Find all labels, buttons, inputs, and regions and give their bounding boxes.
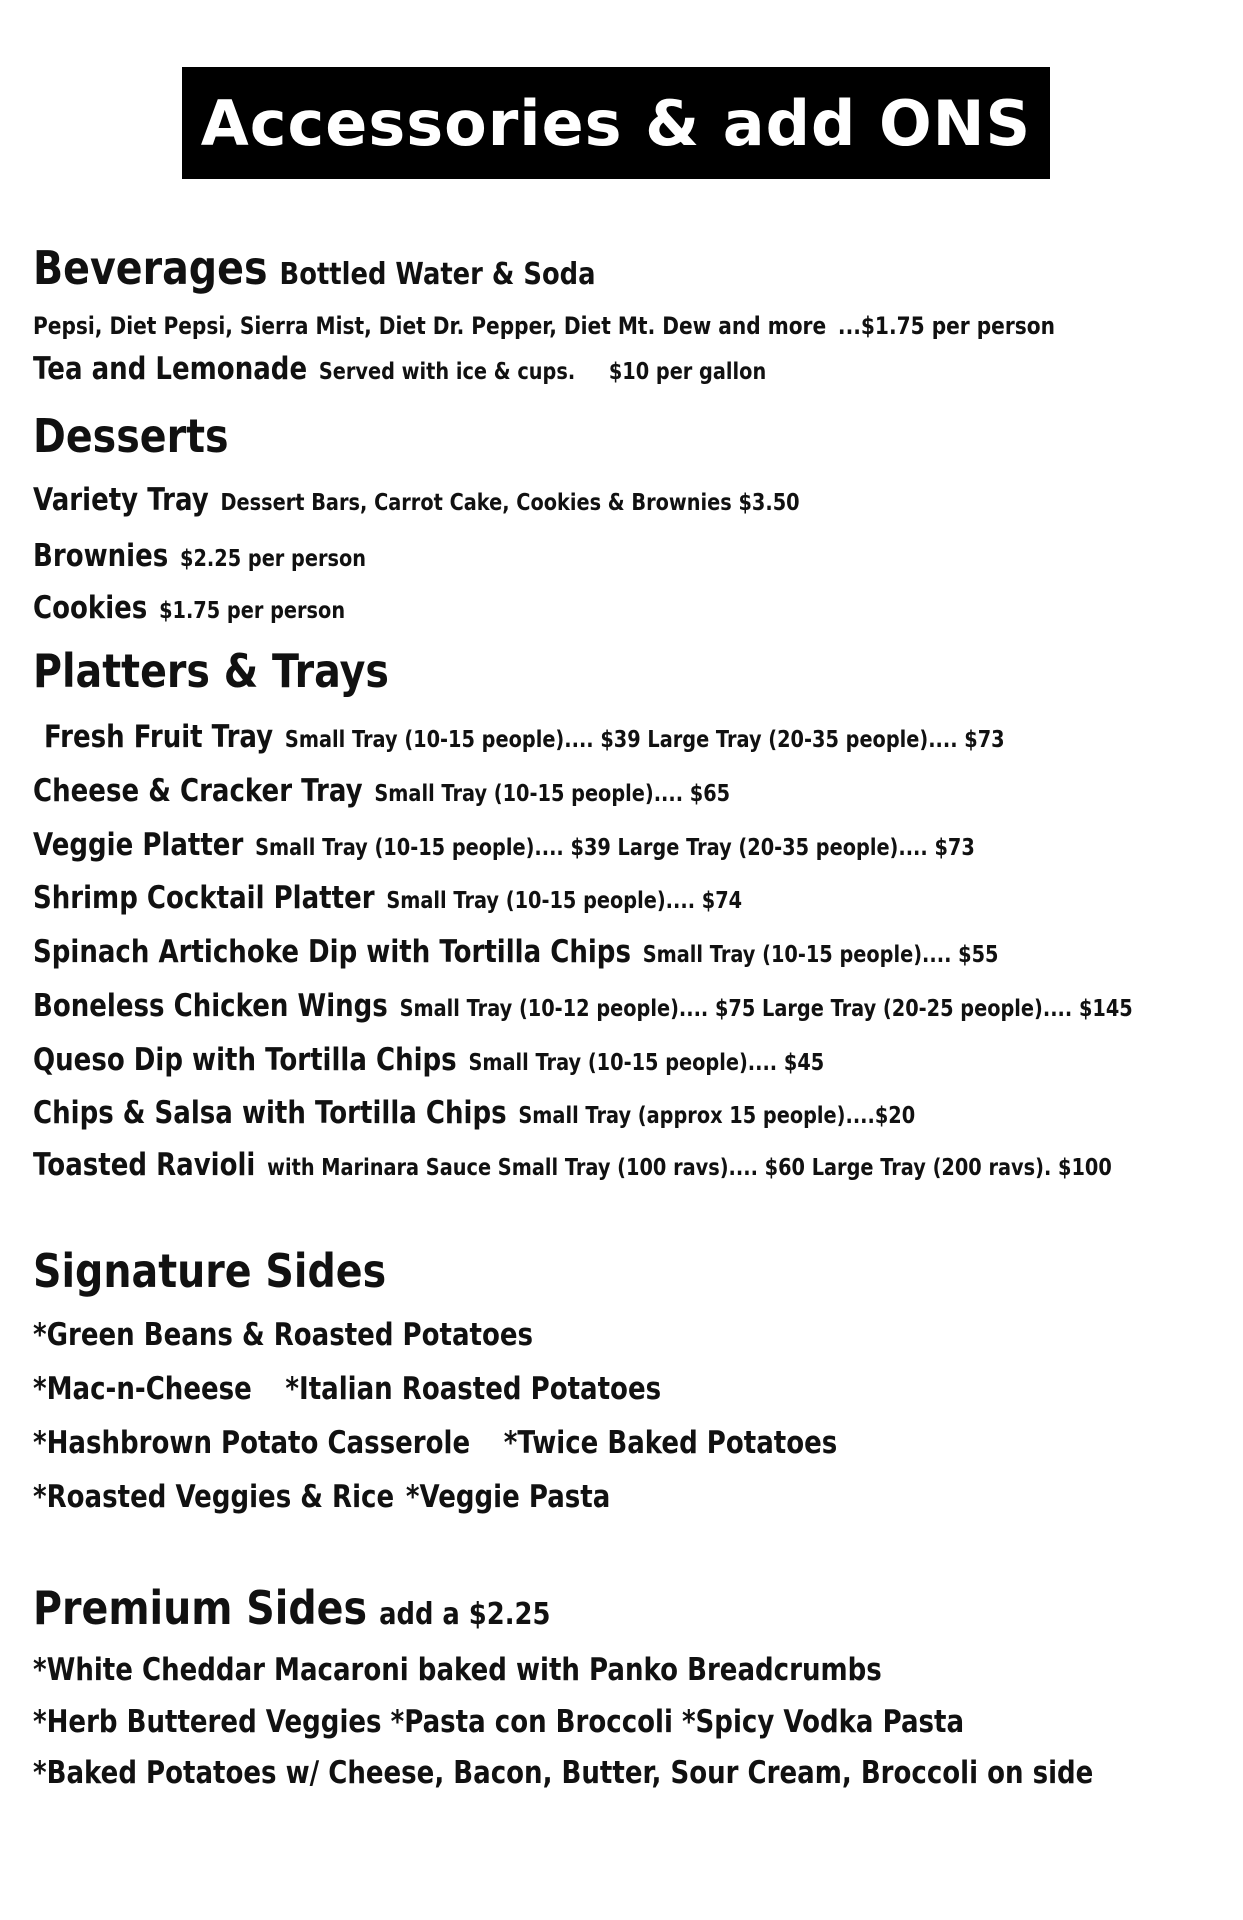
platter-item-name: Chips & Salsa with Tortilla Chips	[33, 1095, 507, 1131]
premium-side-line: *Baked Potatoes w/ Cheese, Bacon, Butter, Sour Cream, Broccoli on side	[33, 1755, 1094, 1791]
platter-item-detail: Small Tray (10-15 people).... $45	[468, 1050, 825, 1076]
signature-side-line	[33, 1317, 534, 1353]
platter-item-name: Boneless Chicken Wings	[33, 988, 388, 1024]
platter-item-detail: Small Tray (10-12 people).... $75 Large Tray (20-25 people).... $145	[399, 996, 1133, 1022]
dessert-item-detail: Dessert Bars, Carrot Cake, Cookies & Brownies $3.50	[220, 490, 800, 516]
tea-price: $10 per gallon	[608, 359, 767, 385]
platter-item-detail: Small Tray (10-15 people).... $55	[642, 942, 999, 968]
page-title-banner	[182, 67, 1050, 179]
premium-side-line: *Herb Buttered Veggies *Pasta con Broccoli *Spicy Vodka Pasta	[33, 1704, 965, 1740]
soda-price: ...$1.75 per person	[837, 312, 1056, 340]
premium-sides-heading-row	[33, 1581, 551, 1635]
tea-desc: Served with ice & cups.	[318, 359, 576, 385]
premium-sides-note: add a $2.25	[379, 1597, 551, 1632]
signature-side-item: *Veggie Pasta	[405, 1479, 611, 1515]
dessert-item	[33, 482, 800, 518]
platter-item	[33, 1042, 825, 1078]
signature-side-item: *Roasted Veggies & Rice	[33, 1479, 395, 1515]
dessert-item-name: Brownies	[33, 538, 169, 574]
premium-sides-heading: Premium Sides	[33, 1581, 368, 1635]
platter-item-name: Shrimp Cocktail Platter	[33, 880, 375, 916]
platter-item-name: Cheese & Cracker Tray	[33, 773, 363, 809]
platter-item-name: Toasted Ravioli	[33, 1147, 256, 1183]
dessert-item	[33, 590, 346, 626]
signature-side-item: *Twice Baked Potatoes	[503, 1425, 838, 1461]
desserts-heading: Desserts	[33, 409, 229, 463]
platter-item-detail: Small Tray (10-15 people).... $39 Large Tray (20-35 people).... $73	[284, 727, 1005, 753]
beverages-heading: Beverages	[33, 241, 268, 295]
signature-side-item: *Mac-n-Cheese	[33, 1371, 252, 1407]
platter-item-name: Fresh Fruit Tray	[44, 719, 274, 755]
platter-item	[33, 988, 1133, 1024]
signature-sides-heading: Signature Sides	[33, 1244, 387, 1298]
page-title: Accessories & add ONS	[200, 86, 1032, 160]
platter-item	[33, 1147, 1112, 1183]
premium-side-line: *White Cheddar Macaroni baked with Panko Breadcrumbs	[33, 1652, 882, 1688]
signature-side-item: *Italian Roasted Potatoes	[285, 1371, 662, 1407]
dessert-item-name: Cookies	[33, 590, 148, 626]
beverages-heading-row	[33, 241, 596, 295]
platter-item-detail: Small Tray (approx 15 people)....$20	[518, 1103, 916, 1129]
platter-item-detail: with Marinara Sauce Small Tray (100 ravs).... $60 Large Tray (200 ravs). $100	[267, 1155, 1112, 1181]
platter-item	[33, 827, 975, 863]
platter-item	[33, 1095, 916, 1131]
dessert-item-name: Variety Tray	[33, 482, 209, 518]
soda-row	[33, 314, 1055, 338]
platter-item	[33, 880, 743, 916]
signature-side-item: *Hashbrown Potato Casserole	[33, 1425, 471, 1461]
platter-item	[44, 719, 1005, 755]
platter-item-name: Spinach Artichoke Dip with Tortilla Chips	[33, 934, 631, 970]
platter-item-detail: Small Tray (10-15 people).... $39 Large Tray (20-35 people).... $73	[255, 835, 975, 861]
soda-list: Pepsi, Diet Pepsi, Sierra Mist, Diet Dr. Pepper, Diet Mt. Dew and more	[33, 312, 827, 340]
dessert-item	[33, 538, 367, 574]
platter-item-detail: Small Tray (10-15 people).... $74	[386, 888, 743, 914]
platter-item-name: Veggie Platter	[33, 827, 244, 863]
signature-side-line	[33, 1479, 611, 1515]
platter-item	[33, 773, 731, 809]
platter-item-detail: Small Tray (10-15 people).... $65	[374, 781, 731, 807]
beverages-subtitle: Bottled Water & Soda	[279, 257, 596, 292]
dessert-item-detail: $1.75 per person	[159, 598, 346, 624]
signature-side-line	[33, 1371, 662, 1407]
platter-item-name: Queso Dip with Tortilla Chips	[33, 1042, 457, 1078]
platters-heading: Platters & Trays	[33, 644, 389, 698]
signature-side-line	[33, 1425, 838, 1461]
signature-side-item: *Green Beans & Roasted Potatoes	[33, 1317, 534, 1353]
tea-row	[33, 351, 767, 387]
dessert-item-detail: $2.25 per person	[180, 546, 367, 572]
tea-name: Tea and Lemonade	[33, 351, 308, 387]
platter-item	[33, 934, 999, 970]
